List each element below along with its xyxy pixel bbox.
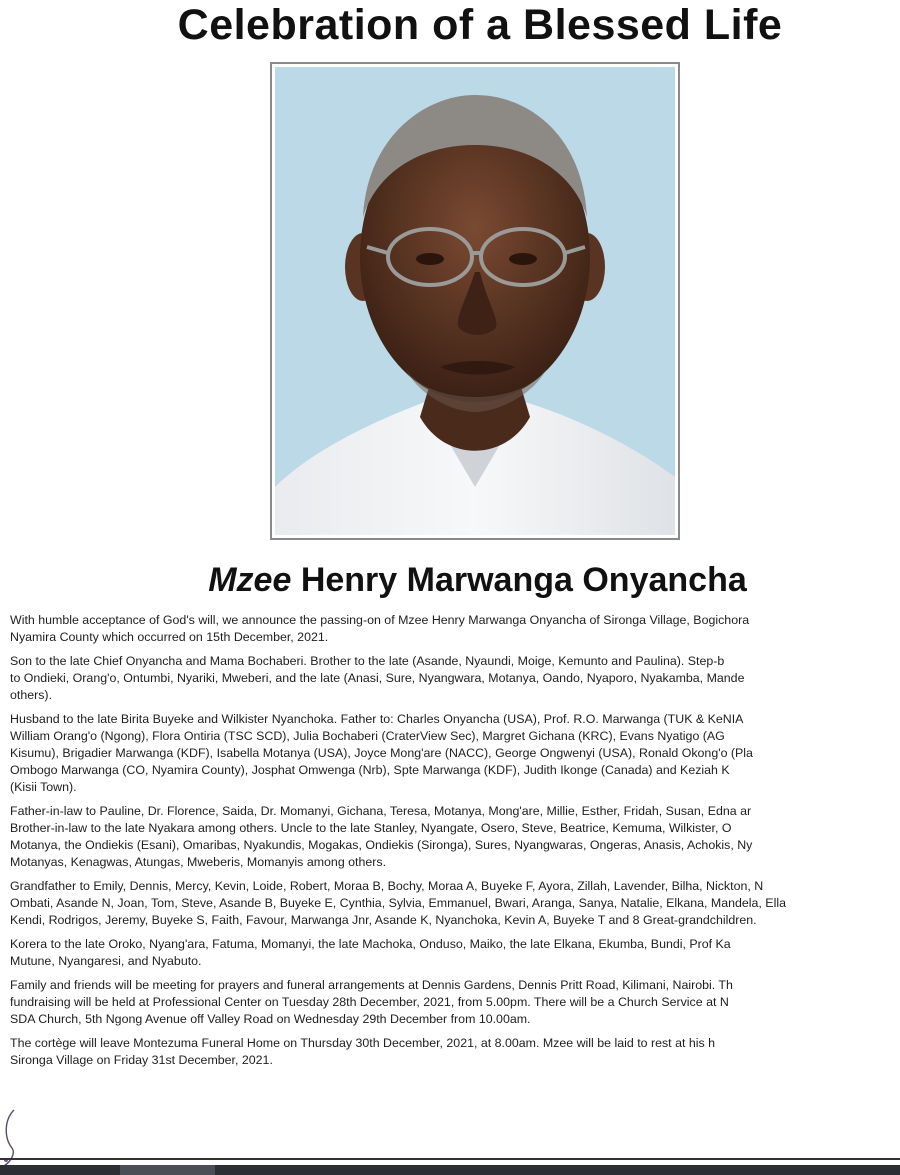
obituary-body (10, 612, 900, 1076)
text-line: fundraising will be held at Professional Center on Tuesday 28th December, 2021, from 5.00pm. There will be a Church Service at N (10, 995, 729, 1009)
paragraph-lineage (10, 653, 900, 704)
text-line: Father-in-law to Pauline, Dr. Florence, Saida, Dr. Momanyi, Gichana, Teresa, Motanya, Mong'are, Millie, Esther, Fridah, Susan, Edna ar (10, 804, 752, 818)
text-line: William Orang'o (Ngong), Flora Ontiria (TSC SCD), Julia Bochaberi (CraterView Sec), Margret Gichana (KRC), Evans Nyatigo (AG (10, 729, 725, 743)
text-line: (Kisii Town). (10, 780, 77, 794)
text-line: Kisumu), Brigadier Marwanga (KDF), Isabella Motanya (USA), Joyce Mong'are (NACC), George Ongwenyi (USA), Ronald Okong'o (Pla (10, 746, 753, 760)
text-line: Family and friends will be meeting for prayers and funeral arrangements at Dennis Gardens, Dennis Pritt Road, Kilimani, Nairobi. Th (10, 978, 733, 992)
text-line: The cortège will leave Montezuma Funeral Home on Thursday 30th December, 2021, at 8.00am. Mzee will be laid to rest at his h (10, 1036, 716, 1050)
bottom-divider (0, 1158, 900, 1160)
name-prefix: Mzee (208, 561, 292, 599)
deceased-name (0, 558, 900, 602)
text-line: Ombogo Marwanga (CO, Nyamira County), Josphat Omwenga (Nrb), Spte Marwanga (KDF), Judith Ikonge (Canada) and Keziah K (10, 763, 730, 777)
portrait-illustration (275, 67, 675, 535)
text-line: Motanyas, Kenagwas, Atungas, Mweberis, Momanyis among others. (10, 855, 387, 869)
text-line: Kendi, Rodrigos, Jeremy, Buyeke S, Faith, Favour, Marwanga Jnr, Asande K, Nyanchoka, Kevin A, Buyeke T and 8 Great-grandchildren. (10, 913, 757, 927)
bottom-bar-segment (120, 1165, 215, 1175)
paragraph-family (10, 711, 900, 796)
text-line: Brother-in-law to the late Nyakara among others. Uncle to the late Stanley, Nyangate, Osero, Steve, Beatrice, Kemuma, Wilkister, O (10, 821, 732, 835)
text-line: With humble acceptance of God's will, we announce the passing-on of Mzee Henry Marwanga Onyancha of Sironga Village, Bogichora (10, 613, 750, 627)
text-line: Nyamira County which occurred on 15th December, 2021. (10, 630, 329, 644)
bottom-bar (0, 1165, 900, 1175)
name-full: Henry Marwanga Onyancha (300, 561, 747, 599)
text-line: Husband to the late Birita Buyeke and Wilkister Nyanchoka. Father to: Charles Onyancha (USA), Prof. R.O. Marwanga (TUK & KeNIA (10, 712, 744, 726)
paragraph-in-laws (10, 803, 900, 871)
paragraph-grandchildren (10, 878, 900, 929)
text-line: SDA Church, 5th Ngong Avenue off Valley Road on Wednesday 29th December from 10.00am. (10, 1012, 531, 1026)
text-line: Mutune, Nyangaresi, and Nyabuto. (10, 954, 202, 968)
text-line: Son to the late Chief Onyancha and Mama Bochaberi. Brother to the late (Asande, Nyaundi, Moige, Kemunto and Paulina). Step-b (10, 654, 725, 668)
text-line: others). (10, 688, 53, 702)
page-title: Celebration of a Blessed Life (177, 1, 783, 49)
text-line: Sironga Village on Friday 31st December, 2021. (10, 1053, 273, 1067)
text-line: to Ondieki, Orang'o, Ontumbi, Nyariki, Mweberi, and the late (Anasi, Sure, Nyangwara, Motanya, Oando, Nyaporo, Nyakamba, Mande (10, 671, 745, 685)
text-line: Motanya, the Ondiekis (Esani), Omaribas, Nyakundis, Mogakas, Ondiekis (Sironga), Sures, Nyangwaras, Ongeras, Anasis, Achokis, Ny (10, 838, 753, 852)
paragraph-announcement (10, 612, 900, 646)
text-line: Grandfather to Emily, Dennis, Mercy, Kevin, Loide, Robert, Moraa B, Bochy, Moraa A, Buyeke F, Ayora, Zillah, Lavender, Bilha, Nickton, N (10, 879, 764, 893)
paragraph-arrangements (10, 977, 900, 1028)
paragraph-korera (10, 936, 900, 970)
text-line: Korera to the late Oroko, Nyang'ara, Fatuma, Momanyi, the late Machoka, Onduso, Maiko, the late Elkana, Ekumba, Bundi, Prof Ka (10, 937, 731, 951)
paragraph-cortege (10, 1035, 900, 1069)
portrait-photo (270, 62, 680, 540)
text-line: Ombati, Asande N, Joan, Tom, Steve, Asande B, Buyeke E, Cynthia, Sylvia, Emmanuel, Bwari, Aranga, Sanya, Natalie, Elkana, Mandela, Ella (10, 896, 786, 910)
